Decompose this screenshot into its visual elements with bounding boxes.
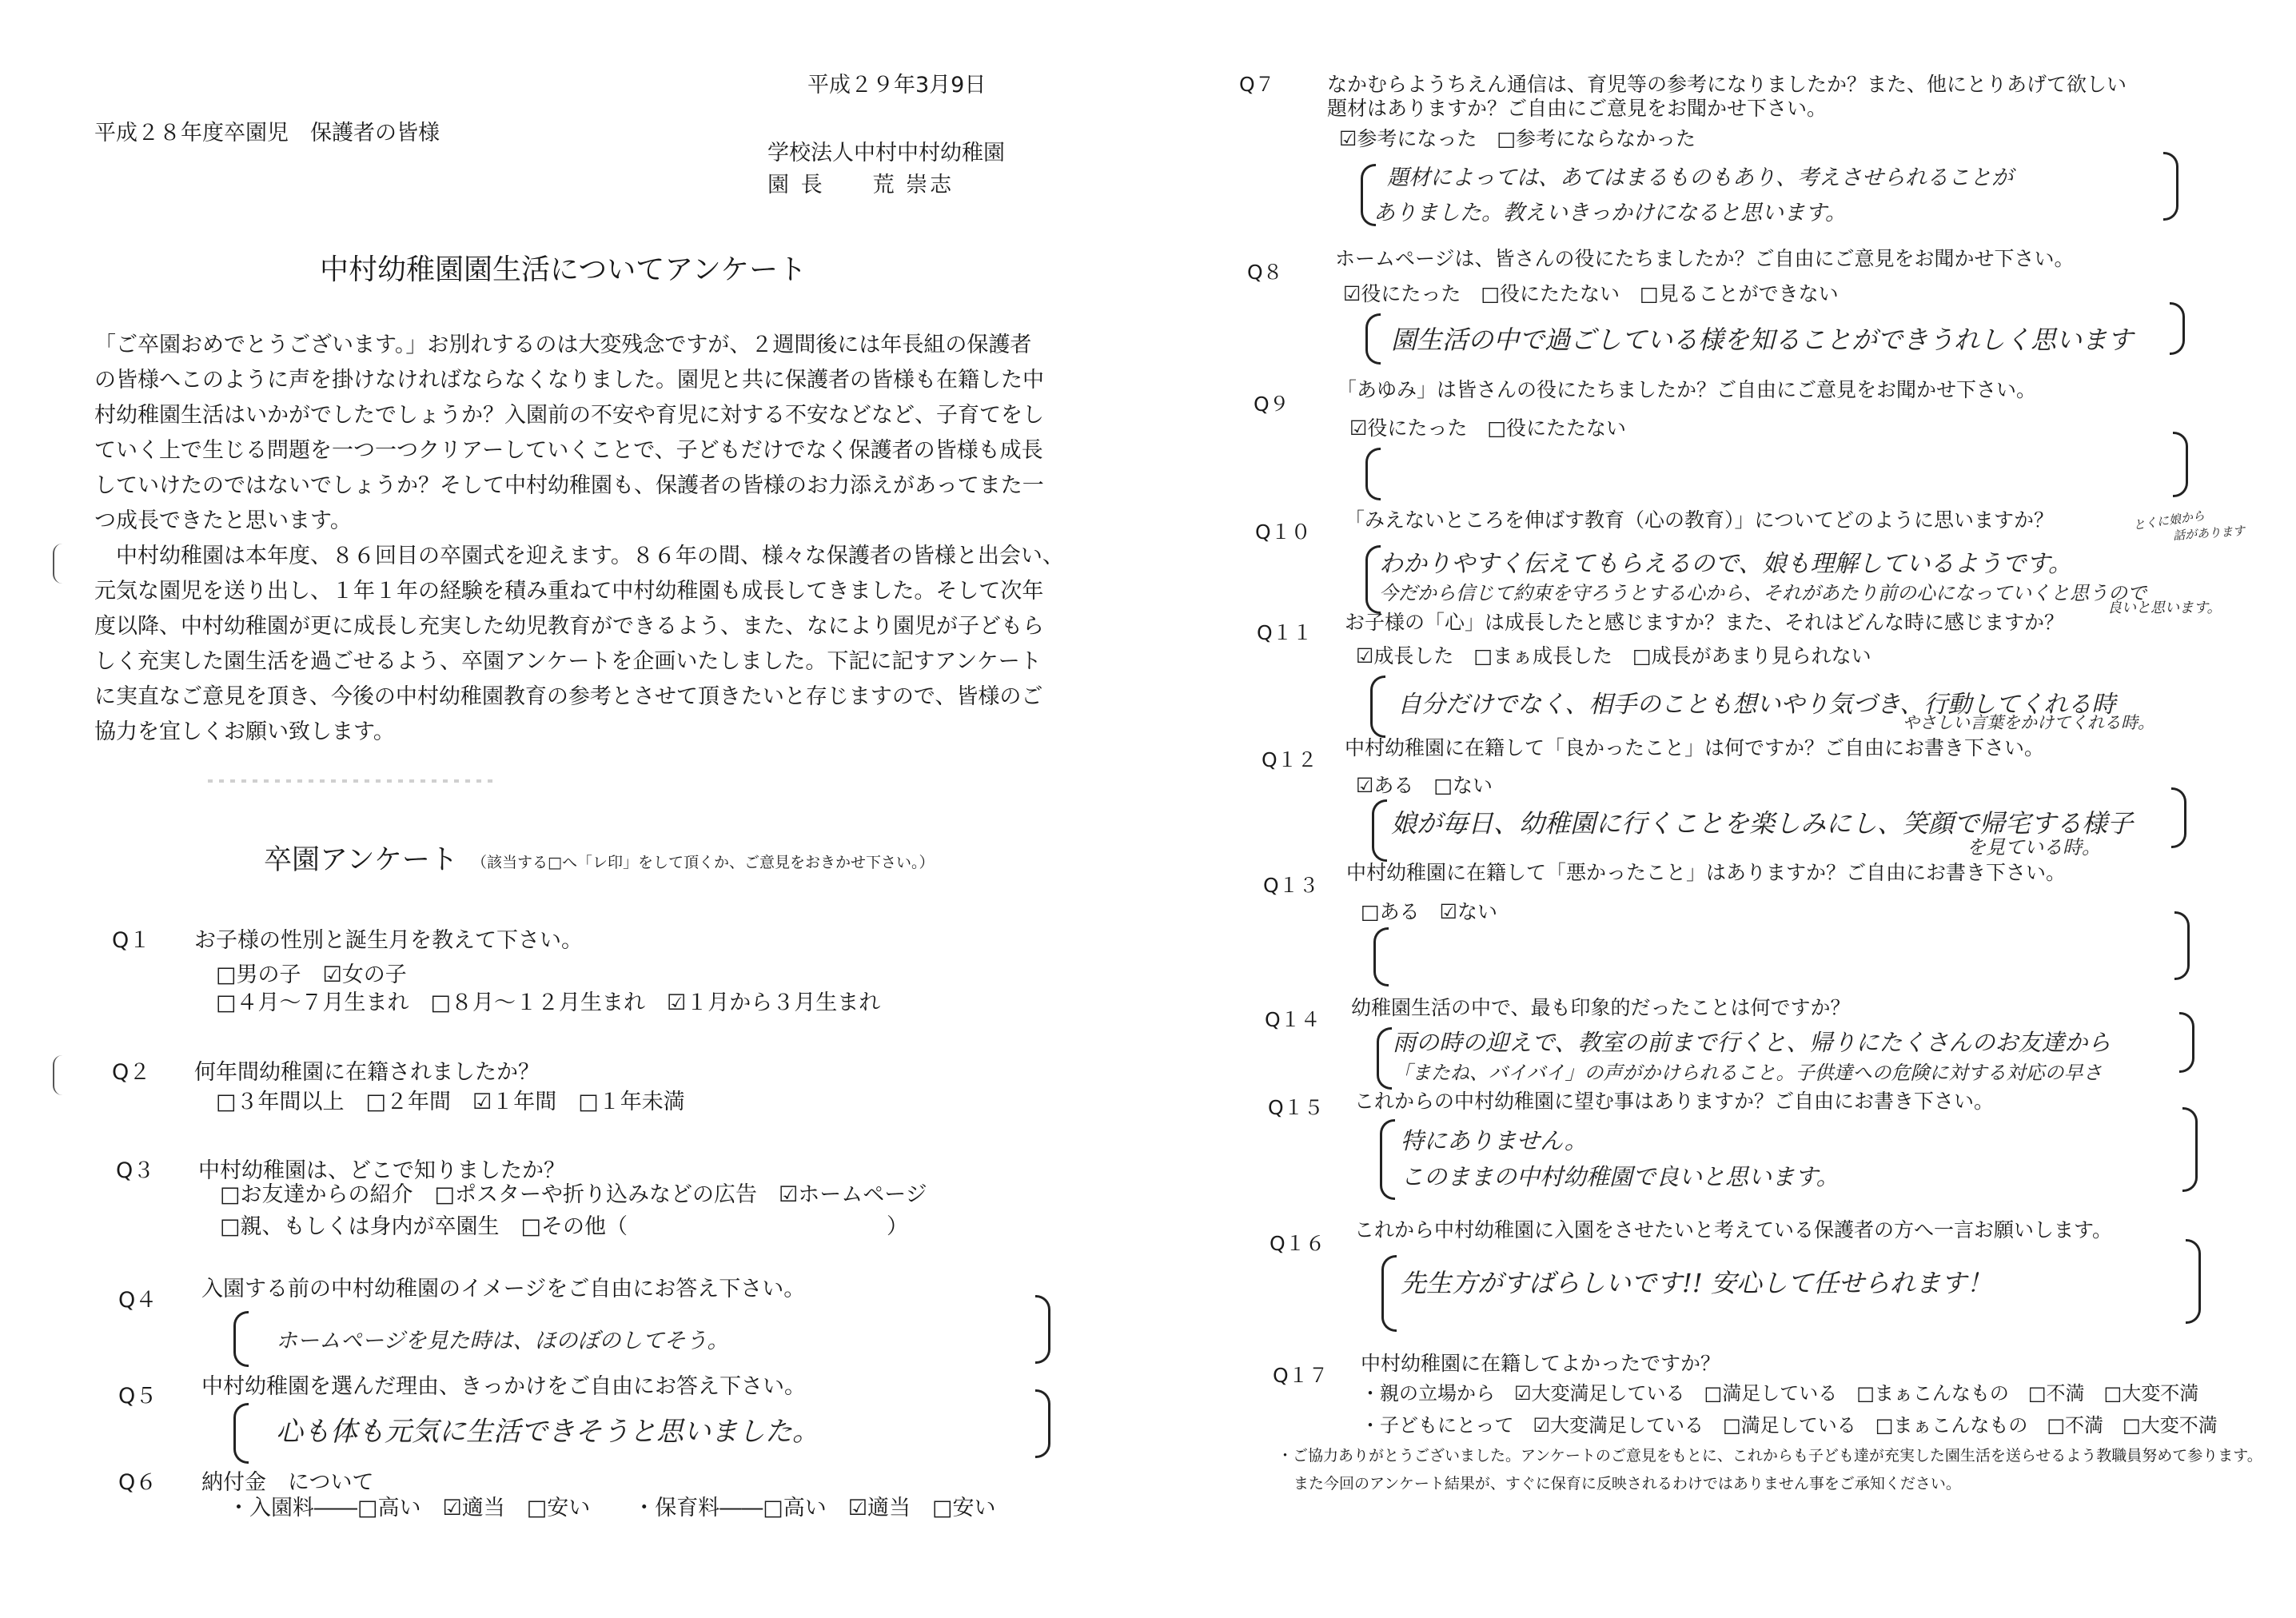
q10-margin-note-line3[interactable]: 良いと思います。 (2107, 600, 2222, 616)
q6-number: Q６ (118, 1470, 157, 1495)
survey-title: 卒園アンケート (264, 844, 458, 876)
q10-margin-note-line1[interactable]: とくに娘から (2132, 508, 2206, 533)
intro-line: 中村幼稚園は本年度、８６回目の卒園式を迎えます。８６年の間、様々な保護者の皆様と出会い、 (94, 544, 1064, 568)
q16-question: これから中村幼稚園に入園をさせたいと考えている保護者の方へ一言お願いします。 (1354, 1218, 2113, 1241)
q5-number: Q５ (118, 1384, 157, 1409)
survey-instructions: （該当する□へ「レ印」をして頂くか、ご意見をおきかせ下さい。） (472, 854, 935, 871)
q17-parent-options[interactable]: ・親の立場から ☑大変満足している □満足している □まぁこんなもの □不満 □大変不満 (1361, 1382, 2199, 1405)
footer-thanks: ・ご協力ありがとうございました。アンケートのご意見をもとに、これからも子ども達が充実した園生活を送らせるよう教職員努めて参ります。 (1278, 1447, 2262, 1465)
q4-answer-bracket-left (233, 1311, 249, 1367)
q15-answer-line2[interactable]: このままの中村幼稚園で良いと思います。 (1401, 1163, 1840, 1190)
school-name: 学校法人中村中村幼稚園 (767, 141, 1005, 165)
faint-smudge (208, 779, 496, 783)
q6-question: 納付金 について (201, 1470, 374, 1495)
q12-answer-bracket-right (2171, 787, 2186, 848)
q3-options-row2[interactable]: □親、もしくは身内が卒園生 □その他（ ） (220, 1214, 909, 1239)
q13-answer-empty[interactable] (1399, 934, 2151, 974)
q5-answer[interactable]: 心も体も元気に生活できそうと思いました。 (276, 1416, 819, 1448)
q12-answer-line2[interactable]: を見ている時。 (1967, 836, 2101, 859)
intro-line: しく充実した園生活を過ごせるよう、卒園アンケートを企画いたしました。下記に記すアンケート (94, 649, 1042, 674)
q8-answer-bracket-right (2170, 302, 2185, 355)
q1-question: お子様の性別と誕生月を教えて下さい。 (194, 928, 583, 953)
q6-fee-options[interactable]: ・入園料――□高い ☑適当 □安い ・保育料――□高い ☑適当 □安い (228, 1496, 996, 1520)
recipient-line: 平成２８年度卒園児 保護者の皆様 (94, 121, 440, 145)
q10-question: 「みえないところを伸ばす教育（心の教育）」についてどのように思いますか？ (1345, 508, 2055, 532)
q4-answer-bracket-right (1035, 1295, 1050, 1364)
q15-question: これからの中村幼稚園に望む事はありますか？ご自由にお書き下さい。 (1354, 1090, 1995, 1113)
q4-answer[interactable]: ホームページを見た時は、ほのぼのしてそう。 (276, 1329, 729, 1353)
q17-number: Q１７ (1273, 1364, 1329, 1387)
q10-number: Q１０ (1255, 520, 1311, 544)
q16-answer-bracket-right (2186, 1239, 2201, 1324)
q4-number: Q４ (118, 1288, 157, 1313)
q1-gender-options[interactable]: □男の子 ☑女の子 (216, 962, 407, 987)
q7-answer-line1[interactable]: 題材によっては、あてはまるものもあり、考えさせられることが (1387, 165, 2013, 190)
q10-answer-line1[interactable]: わかりやすく伝えてもらえるので、娘も理解しているようです。 (1379, 550, 2072, 578)
q2-options[interactable]: □３年間以上 □２年間 ☑１年間 □１年未満 (216, 1090, 685, 1114)
q15-number: Q１５ (1268, 1096, 1324, 1119)
q9-answer-bracket-right (2173, 432, 2188, 497)
q7-answer-line2[interactable]: ありました。教えいきっかけになると思います。 (1373, 201, 1847, 225)
page-title: 中村幼稚園園生活についてアンケート (320, 253, 807, 286)
intro-line: 「ご卒園おめでとうございます。」お別れするのは大変残念ですが、２週間後には年長組の保護者 (94, 333, 1032, 357)
q11-answer-line1[interactable]: 自分だけでなく、相手のことも想いやり気づき、行動してくれる時 (1397, 691, 2116, 719)
q9-options[interactable]: ☑役にたった □役にたたない (1349, 416, 1627, 440)
q8-answer[interactable]: 園生活の中で過ごしている様を知ることができうれしく思います (1391, 325, 2134, 355)
intro-line: ていく上で生じる問題を一つ一つクリアーしていくことで、子どもだけでなく保護者の皆様も成長 (94, 438, 1043, 463)
q7-number: Q７ (1239, 73, 1275, 96)
q15-answer-bracket-left (1380, 1119, 1395, 1200)
intro-line: の皆様へこのように声を掛けなければならなくなりました。園児と共に保護者の皆様も在籍した中 (94, 368, 1044, 393)
q15-answer-line1[interactable]: 特にありません。 (1401, 1127, 1588, 1154)
q8-number: Q８ (1247, 261, 1283, 284)
q3-question: 中村幼稚園は、どこで知りましたか？ (198, 1158, 565, 1183)
margin-mark (53, 1055, 62, 1095)
q12-answer-bracket-left (1372, 799, 1387, 862)
q13-options[interactable]: □ある ☑ない (1361, 900, 1498, 923)
footer-disclaimer: また今回のアンケート結果が、すぐに保育に反映されるわけではありません事をご承知ください。 (1293, 1475, 1961, 1492)
q13-number: Q１３ (1263, 874, 1319, 897)
q9-number: Q９ (1254, 393, 1290, 416)
q1-number: Q１ (112, 928, 151, 953)
q1-birth-month-options[interactable]: □４月～７月生まれ □８月～１２月生まれ ☑１月から３月生まれ (216, 990, 881, 1015)
q9-answer-empty[interactable] (1391, 452, 2143, 488)
q14-answer-bracket-right (2179, 1012, 2194, 1073)
q16-answer[interactable]: 先生方がすばらしいです!! 安心して任せられます！ (1401, 1268, 1992, 1298)
q14-number: Q１４ (1265, 1008, 1321, 1031)
q5-answer-bracket-left (233, 1403, 249, 1464)
q13-question: 中村幼稚園に在籍して「悪かったこと」はありますか？ご自由にお書き下さい。 (1346, 861, 2067, 884)
principal-name: 園 長 荒 崇志 (767, 173, 955, 197)
q14-answer-line1[interactable]: 雨の時の迎えで、教室の前まで行くと、帰りにたくさんのお友達から (1393, 1029, 2111, 1056)
q14-answer-line2[interactable]: 「またね、バイバイ」の声がかけられること。子供達への危険に対する対応の早さ (1393, 1062, 2103, 1084)
q11-answer-bracket-left (1370, 675, 1385, 738)
q14-answer-bracket-left (1377, 1027, 1392, 1090)
q12-number: Q１２ (1262, 748, 1317, 771)
q3-options-row1[interactable]: □お友達からの紹介 □ポスターや折り込みなどの広告 ☑ホームページ (220, 1182, 927, 1207)
q8-options[interactable]: ☑役にたった □役にたたない □見ることができない (1343, 282, 1839, 305)
intro-paragraph (94, 328, 1064, 750)
q17-question: 中村幼稚園に在籍してよかったですか？ (1361, 1352, 1721, 1375)
q12-question: 中村幼稚園に在籍して「良かったこと」は何ですか？ご自由にお書き下さい。 (1345, 736, 2045, 759)
q3-number: Q３ (116, 1158, 155, 1183)
q16-answer-bracket-left (1381, 1255, 1397, 1332)
intro-line: 協力を宜しくお願い致します。 (94, 719, 395, 744)
q9-question: 「あゆみ」は皆さんの役にたちましたか？ご自由にご意見をお聞かせ下さい。 (1337, 378, 2037, 401)
q8-question: ホームページは、皆さんの役にたちましたか？ご自由にご意見をお聞かせ下さい。 (1335, 247, 2075, 270)
q7-question-line2: 題材はありますか？ご自由にご意見をお聞かせ下さい。 (1327, 97, 1828, 120)
q5-answer-bracket-right (1035, 1389, 1050, 1458)
q7-answer-bracket-right (2163, 152, 2178, 221)
q13-answer-bracket-left (1373, 927, 1389, 986)
q5-question: 中村幼稚園を選んだ理由、きっかけをご自由にお答え下さい。 (201, 1374, 806, 1399)
q12-answer-line1[interactable]: 娘が毎日、幼稚園に行くことを楽しみにし、笑顔で帰宅する様子 (1391, 808, 2134, 839)
q15-answer-bracket-right (2182, 1107, 2198, 1192)
intro-line: つ成長できたと思います。 (94, 508, 352, 533)
intro-line: 村幼稚園生活はいかがでしたでしょうか？入園前の不安や育児に対する不安などなど、子育てをし (94, 403, 1044, 428)
q14-question: 幼稚園生活の中で、最も印象的だったことは何ですか？ (1351, 996, 1851, 1019)
q11-question: お子様の「心」は成長したと感じますか？また、それはどんな時に感じますか？ (1345, 611, 2065, 634)
q11-number: Q１１ (1257, 621, 1313, 644)
q11-answer-line2[interactable]: やさしい言葉をかけてくれる時。 (1903, 713, 2154, 732)
q16-number: Q１６ (1270, 1232, 1325, 1255)
q13-answer-bracket-right (2174, 911, 2190, 980)
intro-line: 度以降、中村幼稚園が更に成長し充実した幼児教育ができるよう、また、なにより園児が子どもら (94, 614, 1044, 639)
q10-margin-note-line2[interactable]: 話があります (2172, 523, 2246, 544)
q17-child-options[interactable]: ・子どもにとって ☑大変満足している □満足している □まぁこんなもの □不満 □大変不満 (1361, 1414, 2218, 1437)
q11-options[interactable]: ☑成長した □まぁ成長した □成長があまり見られない (1356, 644, 1871, 668)
left-page (0, 0, 1143, 1618)
q2-number: Q２ (112, 1060, 151, 1085)
q9-answer-bracket-left (1365, 448, 1381, 500)
q12-options[interactable]: ☑ある □ない (1356, 774, 1493, 797)
q4-question: 入園する前の中村幼稚園のイメージをご自由にお答え下さい。 (201, 1277, 806, 1301)
q8-answer-bracket-left (1365, 313, 1381, 365)
issue-date: 平成２９年3月9日 (807, 73, 987, 98)
intro-line: 元気な園児を送り出し、１年１年の経験を積み重ねて中村幼稚園も成長してきました。そして次年 (94, 579, 1044, 604)
q10-answer-line2[interactable]: 今だから信じて約束を守ろうとする心から、それがあたり前の心になっていくと思うので (1379, 582, 2147, 604)
q2-question: 何年間幼稚園に在籍されましたか？ (194, 1060, 540, 1085)
intro-line: に実直なご意見を頂き、今後の中村幼稚園教育の参考とさせて頂きたいと存じますので、皆様のご (94, 684, 1043, 709)
q7-options[interactable]: ☑参考になった □参考にならなかった (1339, 127, 1696, 150)
right-page (1159, 0, 2296, 1618)
q7-question-line1: なかむらようちえん通信は、育児等の参考になりましたか？また、他にとりあげて欲しい (1327, 73, 2127, 96)
margin-mark (53, 544, 62, 584)
intro-line: していけたのではないでしょうか？そして中村幼稚園も、保護者の皆様のお力添えがあってまた一 (94, 473, 1044, 498)
